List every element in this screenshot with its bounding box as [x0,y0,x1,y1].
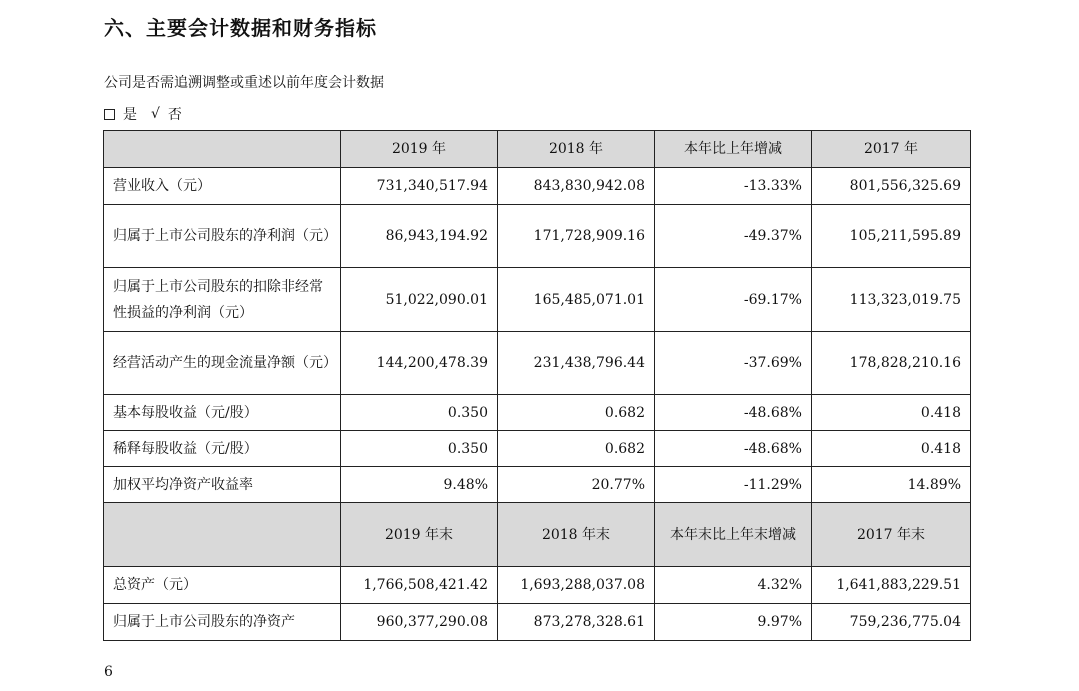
value-cell: 9.97% [655,604,812,641]
value-cell: -13.33% [655,168,812,205]
restatement-question: 公司是否需追溯调整或重述以前年度会计数据 [104,75,384,91]
table-row [104,332,971,395]
header-cell: 2017 年 [812,131,971,168]
header-cell: 2018 年 [498,131,655,168]
value-cell: -48.68% [655,431,812,467]
value-cell: 0.350 [341,395,498,431]
header-cell [104,131,341,168]
table-row [104,604,971,641]
table-row [104,467,971,503]
value-cell: 0.418 [812,395,971,431]
value-cell: 731,340,517.94 [341,168,498,205]
value-cell: 0.418 [812,431,971,467]
value-cell: 113,323,019.75 [812,268,971,332]
value-cell: 873,278,328.61 [498,604,655,641]
table-row [104,567,971,604]
row-label: 归属于上市公司股东的扣除非经常性损益的净利润（元） [104,268,341,332]
value-cell: -69.17% [655,268,812,332]
check-mark-icon: √ [151,106,160,122]
header-cell: 2017 年末 [812,503,971,567]
value-cell: 86,943,194.92 [341,205,498,268]
value-cell: -37.69% [655,332,812,395]
value-cell: -49.37% [655,205,812,268]
row-label: 加权平均净资产收益率 [104,467,341,503]
row-label: 归属于上市公司股东的净利润（元） [104,205,341,268]
row-label: 稀释每股收益（元/股） [104,431,341,467]
table-header-row [104,131,971,168]
no-label: 否 [167,107,182,123]
section-heading: 六、主要会计数据和财务指标 [104,16,377,40]
row-label: 经营活动产生的现金流量净额（元） [104,332,341,395]
value-cell: 51,022,090.01 [341,268,498,332]
value-cell: 0.682 [498,431,655,467]
value-cell: 960,377,290.08 [341,604,498,641]
table-row [104,268,971,332]
row-label: 归属于上市公司股东的净资产 [104,604,341,641]
value-cell: 759,236,775.04 [812,604,971,641]
financial-data-table [103,130,971,641]
value-cell: 144,200,478.39 [341,332,498,395]
header-cell: 2019 年 [341,131,498,168]
yes-label: 是 [123,107,137,123]
value-cell: 843,830,942.08 [498,168,655,205]
value-cell: 105,211,595.89 [812,205,971,268]
table-row [104,395,971,431]
yes-checkbox [104,109,115,120]
value-cell: 4.32% [655,567,812,604]
value-cell: 171,728,909.16 [498,205,655,268]
header-cell: 2019 年末 [341,503,498,567]
page-number: 6 [104,664,113,680]
table-row [104,205,971,268]
value-cell: 9.48% [341,467,498,503]
row-label: 营业收入（元） [104,168,341,205]
value-cell: 231,438,796.44 [498,332,655,395]
value-cell: 1,641,883,229.51 [812,567,971,604]
value-cell: -11.29% [655,467,812,503]
value-cell: 20.77% [498,467,655,503]
value-cell: 14.89% [812,467,971,503]
table-row [104,431,971,467]
value-cell: 1,693,288,037.08 [498,567,655,604]
row-label: 总资产（元） [104,567,341,604]
value-cell: 0.350 [341,431,498,467]
table-row [104,168,971,205]
value-cell: 801,556,325.69 [812,168,971,205]
header-cell: 本年比上年增减 [655,131,812,168]
value-cell: -48.68% [655,395,812,431]
value-cell: 165,485,071.01 [498,268,655,332]
value-cell: 178,828,210.16 [812,332,971,395]
header-cell: 本年末比上年末增减 [655,503,812,567]
restatement-options [104,104,182,124]
row-label: 基本每股收益（元/股） [104,395,341,431]
value-cell: 0.682 [498,395,655,431]
header-cell [104,503,341,567]
table-header-row [104,503,971,567]
header-cell: 2018 年末 [498,503,655,567]
value-cell: 1,766,508,421.42 [341,567,498,604]
